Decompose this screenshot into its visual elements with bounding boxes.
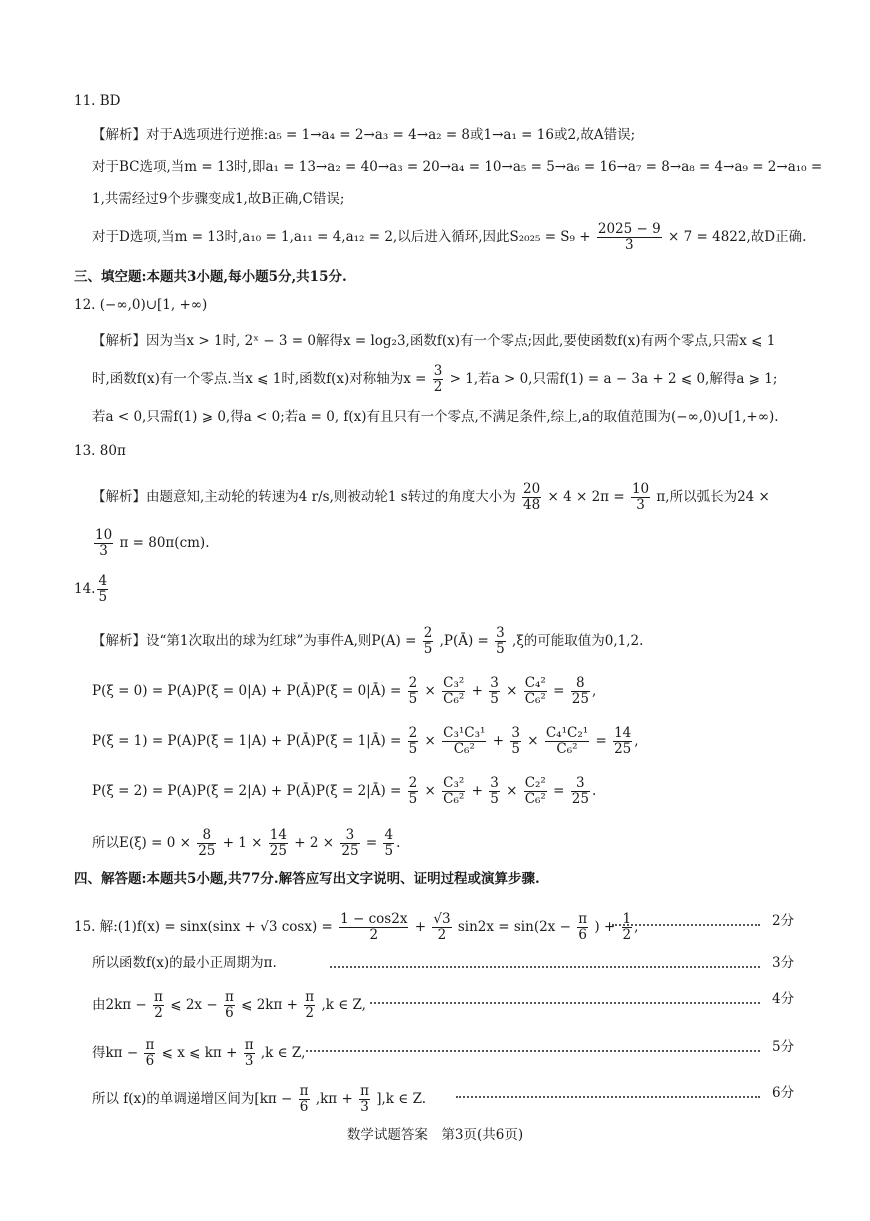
q14-eq2-frac-a: $\frac{2}{5}$ bbox=[408, 775, 418, 807]
q14-exp-frac-a: $\frac{8}{25}$ bbox=[198, 827, 216, 859]
q15-l5-frac-b: $\frac{\pi}{3}$ bbox=[360, 1083, 369, 1115]
section-3-heading: 三、填空题:本题共3小题,每小题5分,共15分. bbox=[74, 269, 347, 285]
q14-exp-frac-c: $\frac{3}{25}$ bbox=[341, 827, 359, 859]
q14-answer-fraction: $\frac{4}{5}$ bbox=[98, 573, 108, 605]
q14-answer bbox=[74, 574, 110, 605]
q15-l1-leader bbox=[612, 924, 760, 926]
q15-l3-frac-a: $\frac{\pi}{2}$ bbox=[154, 989, 163, 1021]
q13-analysis-line1 bbox=[92, 482, 770, 513]
q14-eq2-lhs: P(ξ = 2) = P(A)P(ξ = 2|A) + P(Ā)P(ξ = 2|Ā) = bbox=[92, 783, 402, 799]
q15-step-5: 所以 f(x)的单调递增区间为[kπ − $\frac{\pi}{6}$ ,kπ + $\frac{\pi}{3}$ ],k ∈ Z. bbox=[92, 1083, 426, 1115]
q15-l1-text: 15. 解:(1)f(x) = sinx(sinx + √3 cosx) = bbox=[74, 919, 333, 935]
q14-eq-xi-0: P(ξ = 0) = P(A)P(ξ = 0|A) + P(Ā)P(ξ = 0|Ā) = $\frac{2}{5}$ × $\frac{\text{C₃²}}{\text{C₆²}}$ + $\frac{3}{5}$ × $\frac{\text{C₄²}}{\text{C₆²}}$ = $\frac{8}{25}$ , bbox=[92, 675, 597, 707]
q14-exp-text: 所以E(ξ) = 0 × bbox=[92, 835, 191, 851]
q14-eq2-frac-c2: $\frac{\text{C₂²}}{\text{C₆²}}$ bbox=[524, 775, 546, 807]
q14-eq-xi-2: P(ξ = 2) = P(A)P(ξ = 2|A) + P(Ā)P(ξ = 2|Ā) = $\frac{2}{5}$ × $\frac{\text{C₃²}}{\text{C₆²}}$ + $\frac{3}{5}$ × $\frac{\text{C₂²}}{\text{C₆²}}$ = $\frac{3}{25}$ . bbox=[92, 775, 597, 807]
q12-analysis-line3: 若a < 0,只需f(1) ⩾ 0,得a < 0;若a = 0, f(x)有且只有一个零点,不满足条件,综上,a的取值范围为(−∞,0)∪[1,+∞). bbox=[92, 409, 779, 425]
q15-step-2: 所以函数f(x)的最小正周期为π. bbox=[92, 955, 277, 971]
q15-l4-score: 5分 bbox=[772, 1039, 795, 1055]
q14-eq1-frac-a: $\frac{2}{5}$ bbox=[408, 725, 418, 757]
q13-fraction-3: $\frac{10}{3}$ bbox=[95, 527, 113, 559]
section-4-heading: 四、解答题:本题共5小题,共77分.解答应写出文字说明、证明过程或演算步骤. bbox=[74, 871, 540, 887]
q15-l4-frac-b: $\frac{\pi}{3}$ bbox=[244, 1037, 254, 1069]
q11-analysis-line2: 对于BC选项,当m = 13时,即a₁ = 13→a₂ = 40→a₃ = 20→a₄ = 10→a₅ = 5→a₆ = 16→a₇ = 8→a₈ = 4→a₉ = 2→a₁₀ = bbox=[92, 159, 823, 175]
q15-l3-frac-b: $\frac{\pi}{6}$ bbox=[224, 989, 234, 1021]
q13-line1-post: π,所以弧长为24 × bbox=[656, 489, 770, 505]
q14-eq2-frac-b: $\frac{3}{5}$ bbox=[490, 775, 499, 807]
q12-answer: 12. (−∞,0)∪[1, +∞) bbox=[74, 297, 208, 313]
q12-line2-rest: > 1,若a > 0,只需f(1) = a − 3a + 2 ⩽ 0,解得a ⩾ 1; bbox=[449, 371, 778, 387]
q14-eq-xi-1: P(ξ = 1) = P(A)P(ξ = 1|A) + P(Ā)P(ξ = 1|Ā) = $\frac{2}{5}$ × $\frac{\text{C₃¹C₃¹}}{\text{C₆²}}$ + $\frac{3}{5}$ × $\frac{\text{C₄¹C₂¹}}{\text{C₆²}}$ = $\frac{14}{25}$ , bbox=[92, 725, 639, 757]
q15-l5-frac-a: $\frac{\pi}{6}$ bbox=[299, 1083, 309, 1115]
q15-l1-frac-3: $\frac{\pi}{6}$ bbox=[578, 911, 588, 943]
q14-eq0-frac-b: $\frac{3}{5}$ bbox=[490, 675, 499, 707]
q14-eq1-lhs: P(ξ = 1) = P(A)P(ξ = 1|A) + P(Ā)P(ξ = 1|Ā) = bbox=[92, 733, 402, 749]
q12-fraction: $\frac{3}{2}$ bbox=[433, 363, 443, 395]
q12-line2-text: 时,函数f(x)有一个零点.当x ⩽ 1时,函数f(x)对称轴为x = bbox=[92, 371, 427, 387]
q15-l5-leader bbox=[456, 1096, 760, 1098]
q11-analysis-line4 bbox=[92, 222, 806, 253]
q11-line4-result: × 7 = 4822,故D正确. bbox=[668, 229, 807, 245]
q11-analysis-line1: 【解析】对于A选项进行逆推:a₅ = 1→a₄ = 2→a₃ = 4→a₂ = 8或1→a₁ = 16或2,故A错误; bbox=[92, 127, 636, 143]
q14-frac-pb: $\frac{3}{5}$ bbox=[496, 625, 505, 657]
q14-eq1-result: $\frac{14}{25}$ bbox=[614, 725, 632, 757]
q14-eq0-frac-c2: $\frac{\text{C₄²}}{\text{C₆²}}$ bbox=[524, 675, 546, 707]
q13-fraction-1: $\frac{20}{48}$ bbox=[523, 481, 541, 513]
q14-eq1-frac-c1: $\frac{\text{C₃¹C₃¹}}{\text{C₆²}}$ bbox=[443, 725, 486, 757]
q15-l1-frac-2: $\frac{√3}{2}$ bbox=[433, 911, 451, 943]
q15-l4-frac-a: $\frac{\pi}{6}$ bbox=[145, 1037, 155, 1069]
q14-exp-result: $\frac{4}{5}$ bbox=[384, 827, 394, 859]
q15-l4-leader bbox=[306, 1050, 760, 1052]
q14-eq2-frac-c1: $\frac{\text{C₃²}}{\text{C₆²}}$ bbox=[443, 775, 465, 807]
q14-line1-text: 【解析】设“第1次取出的球为红球”为事件A,则P(A) = bbox=[92, 633, 417, 649]
q12-analysis-line2 bbox=[92, 364, 777, 395]
q14-eq1-frac-b: $\frac{3}{5}$ bbox=[511, 725, 520, 757]
q11-fraction: $\frac{2025 - 9}{3}$ bbox=[597, 221, 661, 253]
q14-eq0-lhs: P(ξ = 0) = P(A)P(ξ = 0|A) + P(Ā)P(ξ = 0|Ā) = bbox=[92, 683, 402, 699]
q15-l2-score: 3分 bbox=[772, 955, 795, 971]
q15-l1-frac-1: $\frac{1 - \cos 2x}{2}$ bbox=[340, 911, 408, 943]
q15-l3-frac-c: $\frac{\pi}{2}$ bbox=[305, 989, 315, 1021]
q13-line2-text: π = 80π(cm). bbox=[119, 535, 210, 551]
q14-eq2-result: $\frac{3}{25}$ bbox=[571, 775, 589, 807]
q14-eq1-frac-c2: $\frac{\text{C₄¹C₂¹}}{\text{C₆²}}$ bbox=[545, 725, 589, 757]
q13-line1-mid: × 4 × 2π = bbox=[547, 489, 625, 505]
q11-analysis-line3: 1,共需经过9个步骤变成1,故B正确,C错误; bbox=[92, 191, 345, 207]
q14-line1-post: ,ξ的可能取值为0,1,2. bbox=[512, 633, 644, 649]
q13-answer: 13. 80π bbox=[74, 443, 126, 459]
q14-expectation: 所以E(ξ) = 0 × $\frac{8}{25}$ + 1 × $\frac{14}{25}$ + 2 × $\frac{3}{25}$ = $\frac{4}{5}$ . bbox=[92, 827, 401, 859]
q11-answer: 11. BD bbox=[74, 93, 121, 109]
q14-frac-pa: $\frac{2}{5}$ bbox=[423, 625, 433, 657]
q12-analysis-line1: 【解析】因为当x > 1时, 2ˣ − 3 = 0解得x = log₂3,函数f(x)有一个零点;因此,要使函数f(x)有两个零点,只需x ⩽ 1 bbox=[92, 333, 776, 349]
q13-line1-text: 【解析】由题意知,主动轮的转速为4 r/s,则被动轮1 s转过的角度大小为 bbox=[92, 489, 516, 505]
q15-step-4: 得kπ − $\frac{\pi}{6}$ ⩽ x ⩽ kπ + $\frac{\pi}{3}$ ,k ∈ Z, bbox=[92, 1037, 306, 1069]
q15-step-3: 由2kπ − $\frac{\pi}{2}$ ⩽ 2x − $\frac{\pi}{6}$ ⩽ 2kπ + $\frac{\pi}{2}$ ,k ∈ Z, bbox=[92, 989, 366, 1021]
q14-line1-mid: ,P(Ā) = bbox=[439, 633, 489, 649]
q11-line4-text: 对于D选项,当m = 13时,a₁₀ = 1,a₁₁ = 4,a₁₂ = 2,以后进入循环,因此S₂₀₂₅ = S₉ + bbox=[92, 229, 591, 245]
q14-analysis-line1 bbox=[92, 626, 643, 657]
q13-analysis-line2 bbox=[92, 528, 210, 559]
q14-exp-frac-b: $\frac{14}{25}$ bbox=[269, 827, 287, 859]
q13-fraction-2: $\frac{10}{3}$ bbox=[631, 481, 650, 513]
q15-l3-leader bbox=[370, 1002, 760, 1004]
q14-eq0-frac-c1: $\frac{\text{C₃²}}{\text{C₆²}}$ bbox=[443, 675, 465, 707]
q15-l1-score: 2分 bbox=[772, 913, 795, 929]
q15-l1-frac-4: $\frac{1}{2}$ bbox=[622, 911, 632, 943]
q14-eq0-frac-a: $\frac{2}{5}$ bbox=[408, 675, 418, 707]
page-footer: 数学试题答案 第3页(共6页) bbox=[346, 1127, 524, 1143]
q15-l2-leader bbox=[330, 966, 760, 968]
q14-label: 14. bbox=[74, 581, 96, 597]
q14-eq0-result: $\frac{8}{25}$ bbox=[571, 675, 589, 707]
q15-l3-score: 4分 bbox=[772, 991, 795, 1007]
q15-l5-score: 6分 bbox=[772, 1085, 795, 1101]
q15-step-1: 15. 解:(1)f(x) = sinx(sinx + √3 cosx) = $\frac{1 - \cos 2x}{2}$ + $\frac{√3}{2}$ sin2x = sin(2x − $\frac{\pi}{6}$ ) + $\frac{1}{2}$ , bbox=[74, 911, 639, 943]
